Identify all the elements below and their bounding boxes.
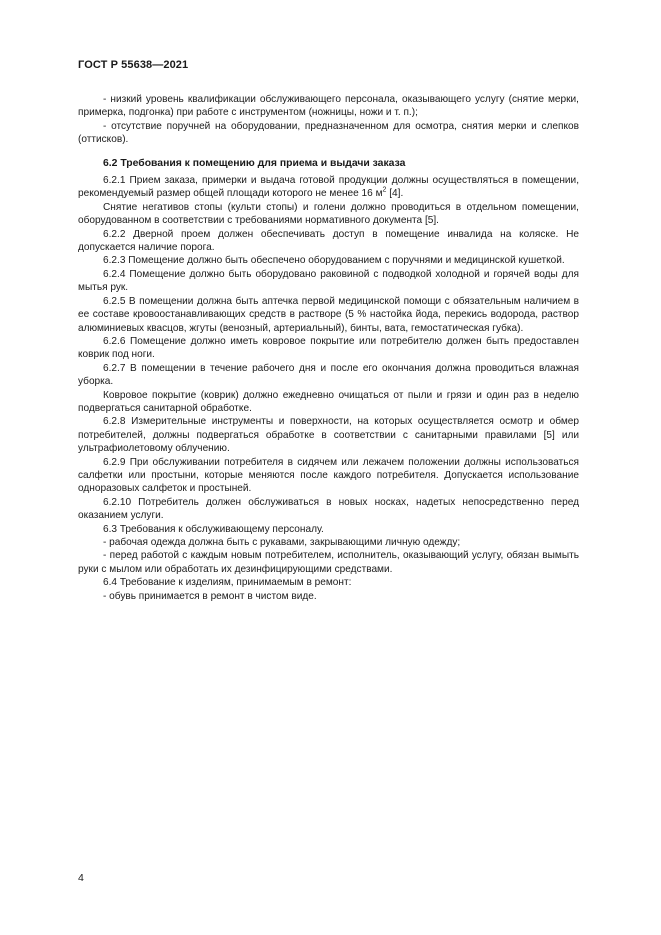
paragraph: 6.2.6 Помещение должно иметь ковровое покрытие или потребителю должен быть предоставлен коврик под ноги. — [78, 335, 579, 361]
paragraph-6-2-1 — [78, 174, 579, 201]
page-number: 4 — [78, 872, 84, 884]
paragraph: 6.2.3 Помещение должно быть обеспечено оборудованием с поручнями и медицинской кушеткой. — [103, 255, 565, 267]
paragraph: 6.2.7 В помещении в течение рабочего дня и после его окончания должна проводиться влажная уборка. — [78, 362, 579, 388]
document-body — [78, 93, 579, 603]
paragraph: 6.2.9 При обслуживании потребителя в сидячем или лежачем положении должны использоваться салфетки или простыни, которые меняются после каждого потребителя. Допускается использование одноразовых салфеток и простыней. — [78, 456, 579, 495]
section-heading: 6.2 Требования к помещению для приема и выдачи заказа — [103, 157, 406, 169]
paragraph-text: [4]. — [386, 188, 404, 200]
paragraph-text: 6.2.1 Прием заказа, примерки и выдача готовой продукции должны осуществляться в помещении, рекомендуемый размер общей площади которого не менее 16 м — [78, 175, 579, 200]
paragraph: - низкий уровень квалификации обслуживающего персонала, оказывающего услугу (снятие мерки, примерка, подгонка) при работе с инструментом (ножницы, ножи и т. п.); — [78, 94, 579, 119]
list-item: - рабочая одежда должна быть с рукавами, закрывающими личную одежду; — [103, 537, 461, 548]
paragraph: - отсутствие поручней на оборудовании, предназначенном для осмотра, снятия мерки и слепков (оттисков). — [78, 120, 579, 146]
paragraph: Ковровое покрытие (коврик) должно ежедневно очищаться от пыли и грязи и один раз в неделю подвергаться санитарной обработке. — [78, 389, 579, 414]
superscript: 2 — [382, 187, 387, 195]
list-item: - обувь принимается в ремонт в чистом виде. — [103, 590, 317, 602]
list-item: - перед работой с каждым новым потребителем, исполнитель, оказывающий услугу, обязан вымыть руки с мылом или обработать их дезинфицирующими средствами. — [78, 550, 579, 575]
paragraph: 6.2.4 Помещение должно быть оборудовано раковиной с подводкой холодной и горячей воды для мытья рук. — [78, 268, 579, 294]
paragraph: Снятие негативов стопы (культи стопы) и голени должно проводиться в отдельном помещении, оборудованном в соответствии с требованиями нормативного документа [5]. — [78, 201, 579, 227]
paragraph: 6.2.2 Дверной проем должен обеспечивать доступ в помещение инвалида на коляске. Не допускается наличие порога. — [78, 228, 579, 254]
paragraph: 6.2.5 В помещении должна быть аптечка первой медицинской помощи с обязательным наличием в ее составе кровоостанавливающих средств в растворе (5 % настойка йода, перекись водорода, раствор алюминиевых квасцов, жгуты (венозный, артериальный), бинты, вата, гемостатическая губка). — [78, 295, 579, 334]
paragraph: 6.3 Требования к обслуживающему персоналу. — [103, 523, 324, 535]
document-header: ГОСТ Р 55638—2021 — [78, 59, 189, 71]
paragraph: 6.4 Требование к изделиям, принимаемым в ремонт: — [103, 577, 352, 589]
paragraph: 6.2.8 Измерительные инструменты и поверхности, на которых осуществляется осмотр и обмер потребителей, должны подвергаться обработке в соответствии с санитарными правилами [5] или ультрафиолетовому облучению. — [78, 416, 579, 455]
paragraph: 6.2.10 Потребитель должен обслуживаться в новых носках, надетых непосредственно перед оказанием услуги. — [78, 496, 579, 522]
